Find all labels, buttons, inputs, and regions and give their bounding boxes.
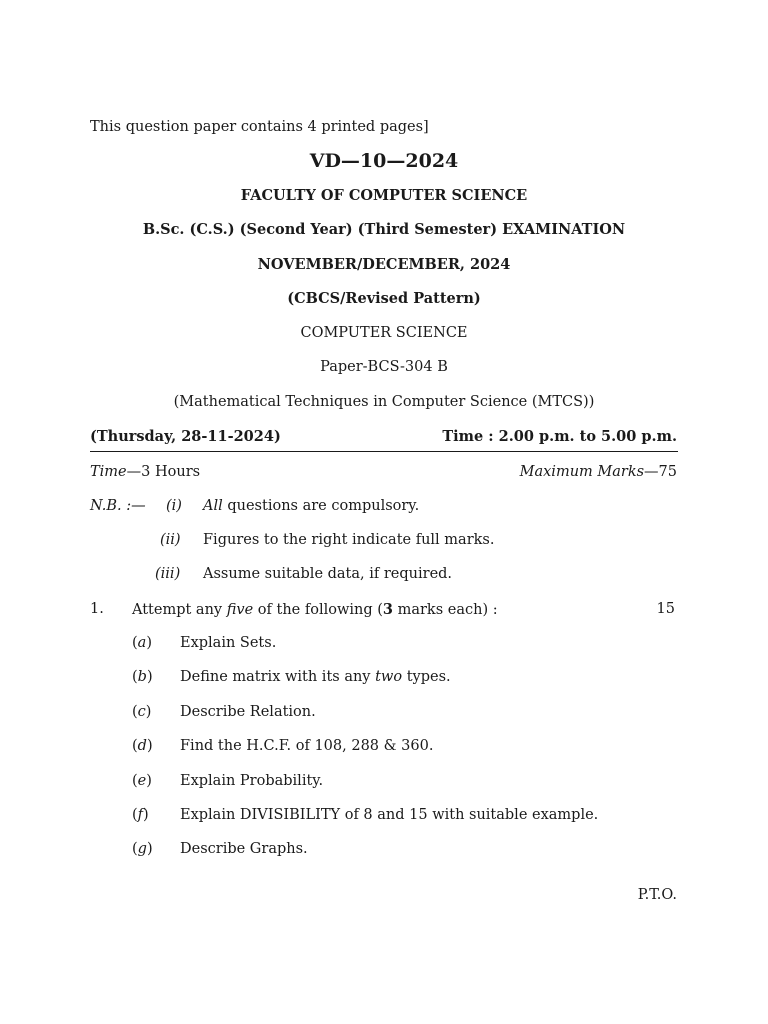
exam-heading: B.Sc. (C.S.) (Second Year) (Third Semester) EXAMINATION [142,221,626,238]
part-text: Describe Graphs. [180,841,308,857]
question-text: Attempt any five of the following (3 marks each) : [132,601,498,618]
pto-note: P.T.O. [637,887,677,903]
instruction-text: Figures to the right indicate full marks. [203,532,495,548]
pattern-heading: (CBCS/Revised Pattern) [287,290,481,307]
part-label: (c) [132,704,152,720]
paper-number: Paper-BCS-304 B [320,359,448,375]
divider-line [90,451,678,452]
paper-code: VD—10—2024 [309,150,459,172]
part-text: Explain DIVISIBILITY of 8 and 15 with suitable example. [180,807,599,823]
part-text: Explain Sets. [180,635,277,651]
instruction-item [203,498,419,514]
exam-date: (Thursday, 28-11-2024) [90,428,281,445]
instruction-number: (ii) [160,532,181,548]
paper-title: (Mathematical Techniques in Computer Science (MTCS)) [173,394,595,410]
max-marks [520,464,677,480]
question-emphasis: five [226,602,254,618]
part-label: (b) [132,669,153,685]
subject-heading: COMPUTER SCIENCE [300,325,468,341]
marks-each: 3 [382,601,393,618]
instruction-text: questions are compulsory. [227,498,420,514]
part-label: (f) [132,807,149,823]
question-number: 1. [90,601,104,617]
part-label: (e) [132,773,152,789]
instruction-number: (i) [166,498,182,514]
part-text: Describe Relation. [180,704,316,720]
max-marks-label: Maximum Marks [519,464,645,480]
part-text: Find the H.C.F. of 108, 288 & 360. [180,738,434,754]
nb-label: N.B. :— [90,498,146,514]
instruction-emphasis: All [203,498,223,514]
duration-label: Time [90,464,127,480]
part-label: (a) [132,635,152,651]
page-count-note: This question paper contains 4 printed pages] [90,119,429,135]
instruction-number: (iii) [155,566,181,582]
part-emphasis: two [375,669,403,685]
instruction-text: Assume suitable data, if required. [203,566,453,582]
exam-time: Time : 2.00 p.m. to 5.00 p.m. [442,428,677,445]
duration-value: —3 Hours [126,464,201,480]
faculty-heading: FACULTY OF COMPUTER SCIENCE [240,187,528,204]
part-text: Define matrix with its any two types. [180,669,451,685]
duration [90,464,200,480]
part-label: (g) [132,841,153,857]
session-heading: NOVEMBER/DECEMBER, 2024 [257,256,511,273]
max-marks-value: —75 [644,464,677,480]
part-label: (d) [132,738,153,754]
question-total-marks: 15 [656,601,675,617]
part-text: Explain Probability. [180,773,324,789]
